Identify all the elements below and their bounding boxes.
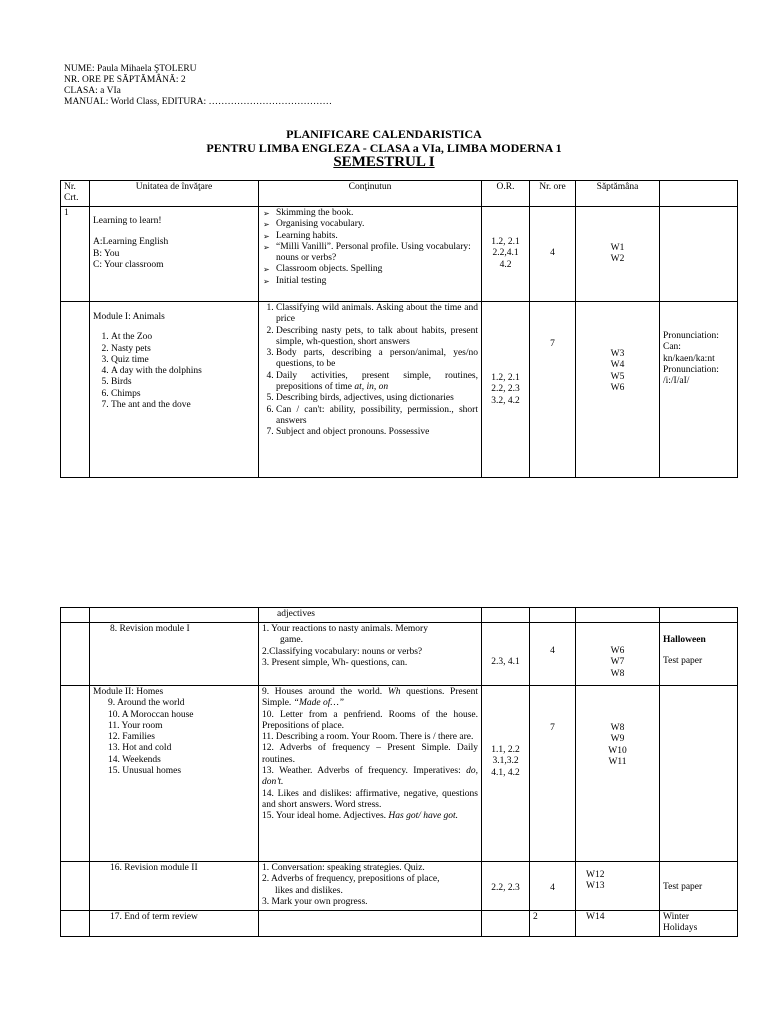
- content-item: 3. Present simple, Wh- questions, can.: [262, 657, 408, 668]
- or-value: 1.2, 2.1: [491, 373, 520, 383]
- week-value: W8: [610, 668, 625, 679]
- list-item: 14. Weekends: [108, 754, 161, 765]
- week-cell: [576, 686, 660, 862]
- table-row: [61, 608, 738, 623]
- list-item: 9. Around the world: [108, 698, 185, 709]
- hours-cell: [530, 623, 576, 686]
- list-item: 2. Nasty pets: [111, 344, 255, 355]
- week-value: W3: [610, 349, 625, 359]
- hours-value: 7: [550, 339, 555, 349]
- or-value: 4.2: [499, 259, 512, 270]
- list-item: 1. At the Zoo: [111, 332, 255, 343]
- col-header-unit: Unitatea de învăţare: [90, 181, 259, 207]
- or-cell: [482, 302, 530, 478]
- list-item: 11. Your room: [108, 720, 163, 731]
- content-item: ➢ Classroom objects. Spelling: [276, 264, 478, 275]
- unit-title: Module I: Animals: [93, 312, 165, 322]
- content-item: game.: [280, 635, 303, 646]
- list-item: 13. Hot and cold: [108, 743, 172, 754]
- content-item: ➢ Initial testing: [276, 276, 478, 287]
- list-item: 4. A day with the dolphins: [111, 366, 255, 377]
- content-item: 12. Adverbs of frequency – Present Simple. Daily routines.: [262, 743, 478, 765]
- content-item: 4. Daily activities, present simple, routines, prepositions of time at, in, on: [276, 371, 478, 394]
- doc-title: PLANIFICARE CALENDARISTICA: [286, 127, 482, 141]
- content-item: 2. Adverbs of frequency, prepositions of place,: [262, 874, 440, 885]
- unit-cell: [90, 686, 259, 862]
- week-value: W13: [586, 881, 605, 892]
- or-value: 2.2, 2.3: [491, 384, 520, 395]
- content-item: 1. Your reactions to nasty animals. Memory: [262, 624, 428, 634]
- or-cell: [482, 686, 530, 862]
- list-item: 3. Quiz time: [111, 355, 255, 366]
- unit-cell: 16. Revision module II: [90, 862, 259, 911]
- content-cell: [259, 623, 482, 686]
- hours-value: 7: [550, 723, 555, 733]
- note-text: Can:: [663, 342, 681, 353]
- module-lessons-list: [93, 332, 255, 411]
- col-header-hours: Nr. ore: [530, 181, 576, 207]
- table-row: [61, 207, 738, 302]
- hours-per-week: NR. ORE PE SĂPTĂMÂNĂ: 2: [64, 75, 186, 85]
- content-item: 5. Describing birds, adjectives, using dictionaries: [276, 393, 478, 404]
- hours-value: 4: [550, 646, 555, 656]
- unit-item: B: You: [93, 248, 120, 259]
- row-number: [61, 302, 90, 478]
- planning-table-part1: [60, 180, 738, 478]
- col-header-nr: Nr. Crt.: [61, 181, 90, 207]
- or-cell: [482, 207, 530, 302]
- table-row: [61, 862, 738, 911]
- hours-cell: [530, 686, 576, 862]
- content-item: 11. Describing a room. Your Room. There is / there are.: [262, 732, 474, 743]
- notes-cell: [660, 302, 738, 478]
- list-item: 5. Birds: [111, 377, 255, 388]
- content-item: ➢ Learning habits.: [276, 231, 478, 242]
- content-item: 2.Classifying vocabulary: nouns or verbs?: [262, 646, 423, 657]
- or-value: 1.2, 2.1: [491, 237, 520, 248]
- week-value: W4: [610, 360, 625, 371]
- week-value: W2: [610, 254, 625, 264]
- or-cell: [482, 623, 530, 686]
- week-cell: [576, 302, 660, 478]
- or-value: 3.2, 4.2: [491, 395, 520, 406]
- week-value: W5: [610, 371, 625, 382]
- or-value: 3.1,3.2: [492, 756, 519, 767]
- content-item: 1. Classifying wild animals. Asking about the time and price: [276, 303, 478, 326]
- unit-title: Module II: Homes: [93, 687, 164, 697]
- list-item: 12. Families: [108, 732, 155, 743]
- week-value: W6: [610, 646, 625, 656]
- note-text: Pronunciation:: [663, 364, 719, 375]
- unit-item: C: Your classroom: [93, 259, 164, 270]
- hours-value: 4: [550, 883, 555, 893]
- content-item: likes and dislikes.: [275, 885, 343, 896]
- or-value: 2.3, 4.1: [491, 657, 520, 667]
- note-text: Holidays: [663, 923, 698, 934]
- week-cell: [576, 623, 660, 686]
- week-value: W12: [586, 870, 605, 880]
- unit-item: A:Learning English: [93, 237, 169, 248]
- week-value: W10: [608, 745, 627, 756]
- unit-cell: [90, 302, 259, 478]
- or-value: 1.1, 2.2: [491, 745, 520, 755]
- week-value: W9: [610, 734, 625, 745]
- week-cell: W14: [576, 911, 660, 937]
- week-value: W1: [610, 242, 625, 253]
- hours-cell: 4: [530, 207, 576, 302]
- note-text: Halloween: [663, 635, 706, 645]
- content-item: 14. Likes and dislikes: affirmative, negative, questions and short answers. Word stress.: [262, 788, 478, 810]
- header-block: [64, 64, 332, 108]
- content-item: 10. Letter from a penfriend. Rooms of the house. Prepositions of place.: [262, 709, 478, 731]
- doc-subtitle: PENTRU LIMBA ENGLEZA - CLASA a VIa, LIMBA MODERNA 1: [206, 141, 562, 155]
- content-item: 9. Houses around the world. Wh questions. Present Simple. “Made of…”: [262, 687, 479, 709]
- unit-cell: [90, 207, 259, 302]
- or-cell: [482, 862, 530, 911]
- list-item: 7. The ant and the dove: [111, 400, 255, 411]
- content-item: 2. Describing nasty pets, to talk about habits, present simple, wh-question, short answers: [276, 326, 478, 349]
- hours-cell: [530, 862, 576, 911]
- note-text: Test paper: [663, 656, 703, 667]
- class-label: CLASA: a VIa: [64, 86, 121, 96]
- unit-cell: 8. Revision module I: [90, 623, 259, 686]
- content-item: ➢ Skimming the book.: [276, 208, 478, 219]
- notes-cell: [660, 623, 738, 686]
- content-item: 15. Your ideal home. Adjectives. Has got/ have got.: [262, 811, 459, 822]
- content-cell: [259, 207, 482, 302]
- table-row: [61, 911, 738, 937]
- notes-cell: [660, 207, 738, 302]
- note-text: /i:/I/aI/: [663, 376, 690, 387]
- content-cell: [259, 686, 482, 862]
- list-item: 10. A Moroccan house: [108, 709, 194, 720]
- or-value: 4.1, 4.2: [491, 767, 520, 778]
- week-value: W6: [610, 382, 625, 393]
- list-item: 15. Unusual homes: [108, 766, 182, 777]
- content-cell: adjectives: [259, 608, 482, 623]
- week-value: W11: [608, 756, 627, 767]
- table-row: [61, 686, 738, 862]
- notes-cell: [660, 911, 738, 937]
- table-row: [61, 302, 738, 478]
- table-header-row: [61, 181, 738, 207]
- week-value: W8: [610, 723, 625, 733]
- col-header-week: Săptămâna: [576, 181, 660, 207]
- unit-title: Learning to learn!: [93, 216, 162, 226]
- notes-cell: [660, 862, 738, 911]
- teacher-name: NUME: Paula Mihaela ŞTOLERU: [64, 64, 197, 74]
- content-item: 3. Body parts, describing a person/animal, yes/no questions, to be: [276, 348, 478, 371]
- content-cell: [259, 862, 482, 911]
- content-item: 6. Can / can't: ability, possibility, permission., short answers: [276, 405, 478, 428]
- content-item: 7. Subject and object pronouns. Possessive: [276, 427, 478, 438]
- or-value: 2.2, 2.3: [491, 883, 520, 893]
- row-number: 1: [61, 207, 90, 302]
- note-text: kn/kaen/ka:nt: [663, 353, 715, 364]
- hours-cell: [530, 302, 576, 478]
- col-header-or: O.R.: [482, 181, 530, 207]
- list-item: 6. Chimps: [111, 389, 255, 400]
- note-text: Pronunciation:: [663, 331, 719, 341]
- week-value: W7: [610, 657, 625, 668]
- week-cell: [576, 207, 660, 302]
- note-text: Winter: [663, 912, 689, 922]
- week-cell: [576, 862, 660, 911]
- unit-cell: 17. End of term review: [90, 911, 259, 937]
- content-item: 13. Weather. Adverbs of frequency. Imperatives: do, don’t.: [262, 766, 478, 788]
- content-item: 3. Mark your own progress.: [262, 896, 368, 907]
- note-text: Test paper: [663, 882, 703, 892]
- semester-title: SEMESTRUL I: [333, 154, 435, 170]
- planning-table-part2: [60, 607, 738, 937]
- col-header-content: Conţinutun: [259, 181, 482, 207]
- or-value: 2.2,4.1: [492, 248, 519, 259]
- table-row: [61, 623, 738, 686]
- content-item: ➢ Organising vocabulary.: [276, 219, 478, 230]
- col-header-notes: [660, 181, 738, 207]
- textbook-label: MANUAL: World Class, EDITURA: …………………………………: [64, 97, 332, 107]
- content-item: 1. Conversation: speaking strategies. Quiz.: [262, 863, 425, 873]
- content-item: ➢ “Milli Vanilli”. Personal profile. Using vocabulary: nouns or verbs?: [276, 242, 478, 265]
- hours-cell: 2: [530, 911, 576, 937]
- content-cell: [259, 302, 482, 478]
